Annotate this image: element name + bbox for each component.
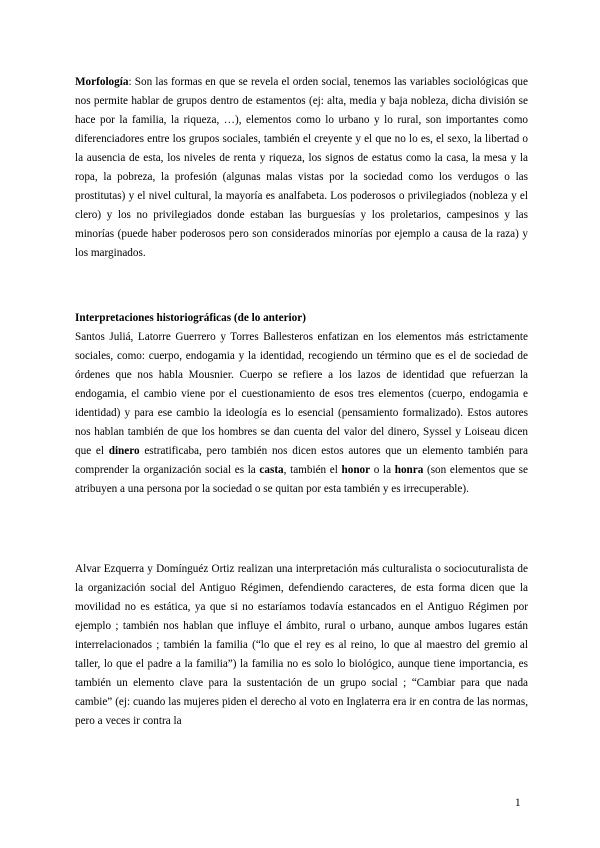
section-heading: Interpretaciones historiográficas (de lo anterior) — [75, 312, 306, 324]
text-segment: Santos Juliá, Latorre Guerrero y Torres Ballesteros enfatizan en los elementos más estrictamente sociales, como: cuerpo, endogamia y la identidad, recogiendo un término que es el de sociedad de órdenes que nos habla Mousnier. Cuerpo se refiere a los lazos de identidad que refuerzan la endogamia, el cambio viene por el cuestionamiento de esos tres elementos (cuerpo, endogamia e identidad) y para ese cambio la ideología es lo esencial (pensamiento formalizado). Estos autores nos hablan también de que los hombres se dan cuenta del valor del dinero, Syssel y Loiseau dicen que el — [75, 331, 528, 457]
morfologia-definition: : Son las formas en que se revela el orden social, tenemos las variables sociológicas que nos permite hablar de grupos dentro de estamentos (ej: alta, media y baja nobleza, dicha división se hace por la familia, la riqueza, …), elementos como lo urbano y lo rural, son importantes como diferenciadores entre los grupos sociales, también el creyente y el que no lo es, el sexo, la libertad o la ausencia de esta, los niveles de renta y riqueza, los signos de estatus como la casa, la mesa y la ropa, la pobreza, la profesión (algunas malas vistas por la sociedad como los verdugos o las prostitutas) y el nivel cultural, la mayoría es analfabeta. Los poderosos o privilegiados (nobleza y el clero) y los no privilegiados donde estaban las burguesías y los proletarios, campesinos y las minorías (puede haber poderosos pero son considerados minorías por ejemplo a causa de la raza) y los marginados. — [75, 76, 528, 259]
text-segment: estratificaba, pero también nos dicen estos autores que un elemento también para comprender la organización social es la — [75, 445, 528, 476]
bold-term-casta: casta — [259, 464, 284, 476]
bold-term-honor: honor — [341, 464, 371, 476]
paragraph-interpretaciones — [75, 309, 528, 499]
text-segment: , también el — [283, 464, 342, 476]
morfologia-text — [75, 73, 528, 263]
page-number: 1 — [515, 797, 521, 809]
text-segment: (son elementos que se atribuyen a una persona por la sociedad o se quitan por esta también y es irrecuperable). — [75, 464, 528, 495]
paragraph-morfologia — [75, 73, 528, 263]
bold-term-honra: honra — [394, 464, 424, 476]
morfologia-term: Morfología — [75, 76, 129, 88]
alvar-ezquerra-text: Alvar Ezquerra y Domínguéz Ortiz realizan una interpretación más culturalista o sociocuturalista de la organización social del Antiguo Régimen, defendiendo caracteres, de esta forma dicen que la movilidad no es estática, ya que si no estaríamos todavía estancados en el Antiguo Régimen por ejemplo ; también nos hablan que influye el ámbito, rural o urbano, aunque ambos lugares están interrelacionados ; también la familia (“lo que el rey es al reino, lo que al maestro del gremio al taller, lo que el padre a la familia”) la familia no es solo lo biológico, aunque tiene importancia, es también un elemento clave para la sustentación de un grupo social ; “Cambiar para que nada cambie” (ej: cuando las mujeres piden el derecho al voto en Inglaterra era ir en contra de las normas, pero a veces ir contra la — [75, 563, 528, 727]
bold-term-dinero: dinero — [108, 445, 140, 457]
interpretaciones-text — [75, 328, 528, 499]
text-segment: o la — [370, 464, 395, 476]
paragraph-alvar-ezquerra — [75, 560, 528, 731]
